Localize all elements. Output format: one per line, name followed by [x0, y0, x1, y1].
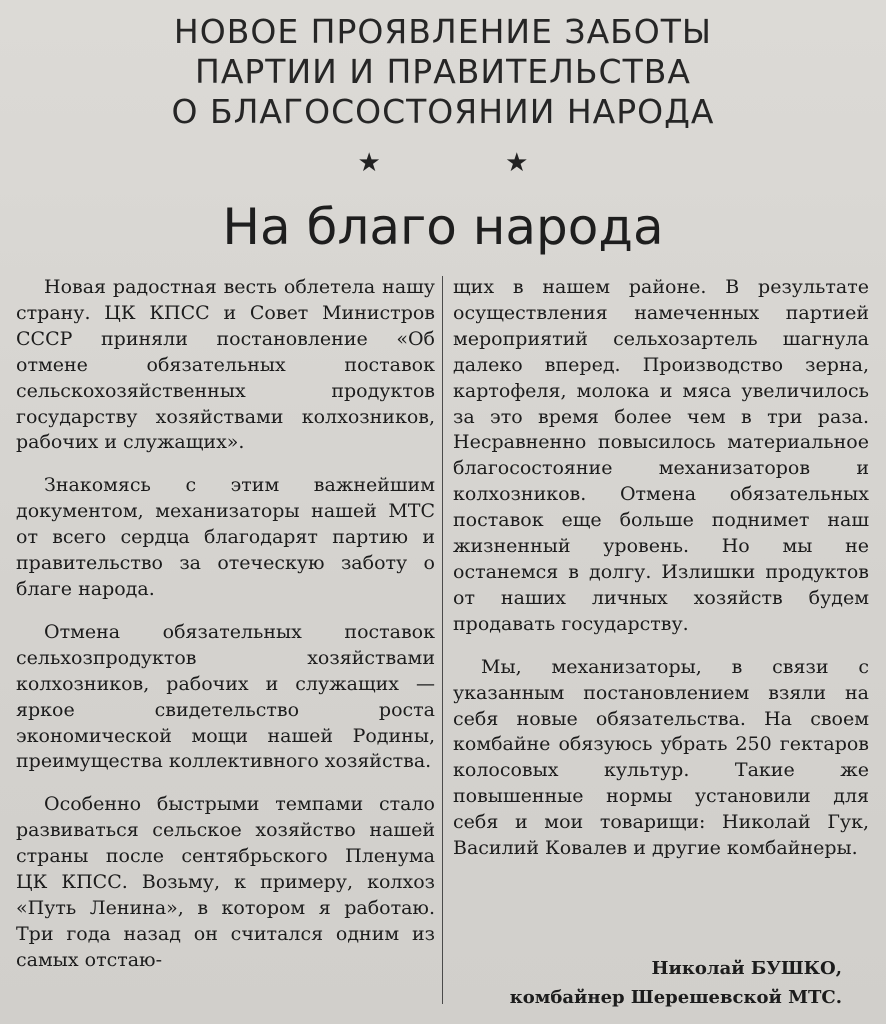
column-divider	[442, 276, 443, 1004]
paragraph: Новая радостная весть облетела нашу страну. ЦК КПСС и Совет Министров СССР приняли постановление «Об отмене обязательных поставок сельскохозяйственных продуктов государству хозяйствами колхозников, рабочих и служащих».	[16, 276, 435, 454]
paragraph: Отмена обязательных поставок сельхозпродуктов хозяйствами колхозников, рабочих и служащих — яркое свидетельство роста экономической мощи нашей Родины, преимущества коллективного хозяйства.	[16, 620, 435, 773]
paragraph: Особенно быстрыми темпами стало развиваться сельское хозяйство нашей страны после сентябрьского Пленума ЦК КПСС. Возьму, к примеру, колхоз «Путь Ленина», в котором я работаю. Три года назад он считался одним из самых отстаю-	[16, 793, 435, 971]
star-ornament: ★ ★	[357, 148, 587, 178]
paragraph-continued: щих в нашем районе. В результате осуществления намеченных партией мероприятий сельхозартель шагнула далеко вперед. Производство зерна, картофеля, молока и мяса увеличилось за это время более чем в три раза. Несравненно повысилось материальное благосостояние механизаторов и колхозников. Отмена обязательных поставок еще больше поднимет наш жизненный уровень. Но мы не останемся в долгу. Излишки продуктов от наших личных хозяйств будем продавать государству.	[453, 276, 869, 635]
kicker-line-2: ПАРТИИ И ПРАВИТЕЛЬСТВА	[195, 52, 691, 91]
author-name: Николай БУШКО,	[651, 958, 842, 979]
paragraph: Мы, механизаторы, в связи с указанным постановлением взяли на себя новые обязательства. На своем комбайне обязуюсь убрать 250 гектаров колосовых культур. Такие же повышенные нормы установили для себя и мои товарищи: Николай Гук, Василий Ковалев и другие комбайнеры.	[453, 655, 869, 860]
article-column-left	[16, 275, 435, 991]
paragraph: Знакомясь с этим важнейшим документом, механизаторы нашей МТС от всего сердца благодарят партию и правительство за отеческую заботу о благе народа.	[16, 474, 435, 600]
author-position: комбайнер Шерешевской МТС.	[509, 987, 842, 1008]
article-headline: На благо народа	[222, 198, 664, 256]
author-signature	[510, 954, 842, 1012]
kicker-line-1: НОВОЕ ПРОЯВЛЕНИЕ ЗАБОТЫ	[173, 12, 713, 51]
kicker-heading	[0, 12, 886, 132]
article-column-right	[453, 275, 869, 879]
kicker-line-3: О БЛАГОСОСТОЯНИИ НАРОДА	[171, 92, 715, 131]
